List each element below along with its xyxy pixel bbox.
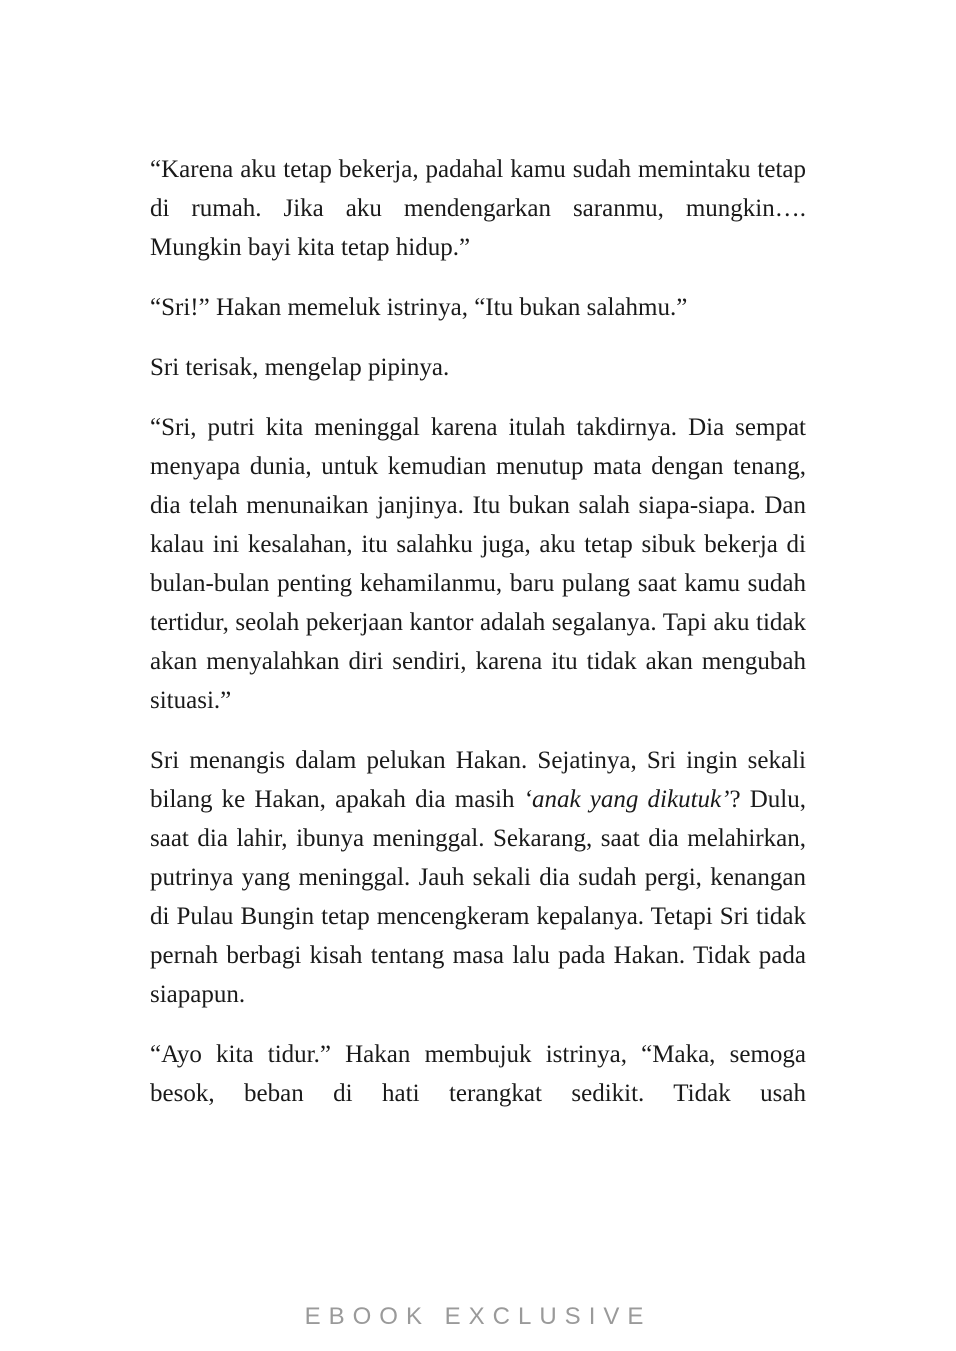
paragraph-6 [150, 1035, 806, 1113]
paragraph-5 [150, 741, 806, 1014]
paragraph-text: Sri menangis dalam pelukan Hakan. Sejatinya, Sri ingin sekali bilang ke Hakan, apakah dia masih [150, 747, 806, 813]
paragraph-text: Sri terisak, mengelap pipinya. [150, 354, 450, 381]
paragraph-text: “Sri, putri kita meninggal karena itulah takdirnya. Dia sempat menyapa dunia, untuk kemudian menutup mata dengan tenang, dia telah menunaikan janjinya. Itu bukan salah siapa-siapa. Dan kalau ini kesalahan, itu salahku juga, aku tetap sibuk bekerja di bulan-bulan penting kehamilanmu, baru pulang saat kamu sudah tertidur, seolah pekerjaan kantor adalah segalanya. Tapi aku tidak akan menyalahkan diri sendiri, karena itu tidak akan mengubah situasi.” [150, 414, 806, 714]
footer-watermark: EBOOK EXCLUSIVE [304, 1303, 652, 1330]
paragraph-3 [150, 348, 806, 387]
paragraph-text: “Sri!” Hakan memeluk istrinya, “Itu bukan salahmu.” [150, 294, 688, 321]
paragraph-2 [150, 288, 806, 327]
page-body [150, 150, 806, 1134]
paragraph-text: “Ayo kita tidur.” Hakan membujuk istrinya, “Maka, semoga besok, beban di hati terangkat sedikit. Tidak usah [150, 1041, 806, 1107]
paragraph-4 [150, 408, 806, 720]
italic-phrase: ‘anak yang dikutuk’ [523, 786, 730, 813]
paragraph-text: “Karena aku tetap bekerja, padahal kamu sudah memintaku tetap di rumah. Jika aku mendengarkan saranmu, mungkin…. Mungkin bayi kita tetap hidup.” [150, 156, 806, 261]
paragraph-1 [150, 150, 806, 267]
paragraph-text: ? Dulu, saat dia lahir, ibunya meninggal. Sekarang, saat dia melahirkan, putrinya yang meninggal. Jauh sekali dia sudah pergi, kenangan di Pulau Bungin tetap mencengkeram kepalanya. Tetapi Sri tidak pernah berbagi kisah tentang masa lalu pada Hakan. Tidak pada siapapun. [150, 786, 806, 1008]
